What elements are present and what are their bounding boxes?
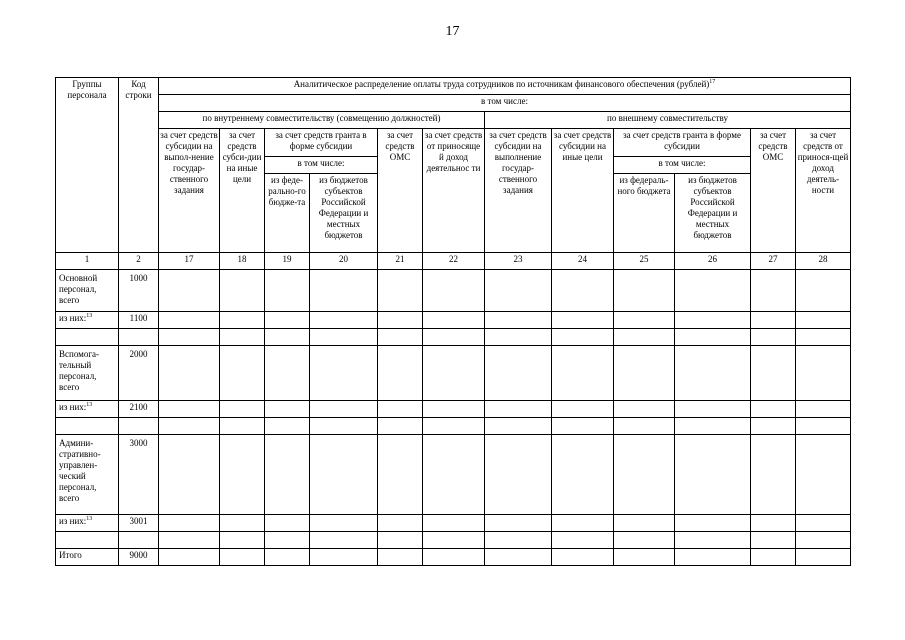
table-row	[56, 532, 851, 549]
column-number: 25	[614, 253, 675, 270]
row-label	[56, 401, 119, 418]
page-number: 17	[445, 24, 460, 39]
header-federal: из феде-рально-го бюдже-та	[265, 174, 310, 253]
header-subsidy-state-task: за счет средств субсидии на выпол-нение государ-ственного задания	[159, 129, 220, 253]
header-income: за счет средств от приносяще й доход деятельнос ти	[423, 129, 485, 253]
row-label	[56, 515, 119, 532]
row-label-text: из них:	[59, 313, 87, 323]
table-row	[56, 329, 851, 346]
header-regional: из бюджетов субъектов Российской Федерации и местных бюджетов	[310, 174, 378, 253]
table-row-total	[56, 549, 851, 566]
header-code: Код строки	[119, 78, 159, 253]
row-code: 3000	[119, 435, 159, 515]
table-row	[56, 515, 851, 532]
column-number: 26	[675, 253, 751, 270]
header-ext-income: за счет средств от принося-щей доход деятель-ности	[796, 129, 851, 253]
column-number: 28	[796, 253, 851, 270]
row-label: Итого	[56, 549, 119, 566]
row-label: Админи-стративно-управлен-ческий персонал, всего	[56, 435, 119, 515]
row-label: Вспомога-тельный персонал, всего	[56, 346, 119, 401]
row-footnote: 13	[86, 313, 93, 319]
row-code: 2100	[119, 401, 159, 418]
table-row	[56, 270, 851, 312]
column-number: 27	[751, 253, 796, 270]
row-label-text: из них:	[59, 402, 87, 412]
column-number: 2	[119, 253, 159, 270]
row-code: 1000	[119, 270, 159, 312]
table-row	[56, 346, 851, 401]
row-label	[56, 312, 119, 329]
header-ext-regional: из бюджетов субъектов Российской Федерации и местных бюджетов	[675, 174, 751, 253]
header-analytic-text: Аналитическое распределение оплаты труда сотрудников по источникам финансового обеспечения (рублей)	[293, 79, 710, 89]
header-ext-oms: за счет средств ОМС	[751, 129, 796, 253]
row-code: 9000	[119, 549, 159, 566]
column-number: 22	[423, 253, 485, 270]
row-code: 1100	[119, 312, 159, 329]
header-ext-including: в том числе:	[614, 157, 751, 174]
header-groups: Группы персонала	[56, 78, 119, 253]
column-number: 21	[378, 253, 423, 270]
column-number: 17	[159, 253, 220, 270]
row-footnote: 13	[86, 516, 93, 522]
table-row	[56, 401, 851, 418]
header-analytic-footnote: 17	[709, 79, 716, 85]
table-row	[56, 418, 851, 435]
header-ext-grant-subsidy: за счет средств гранта в форме субсидии	[614, 129, 751, 157]
header-internal: по внутреннему совместительству (совмещению должностей)	[159, 112, 485, 129]
header-ext-federal: из федераль-ного бюджета	[614, 174, 675, 253]
header-ext-subsidy-other: за счет средств субсидии на иные цели	[552, 129, 614, 253]
row-code: 3001	[119, 515, 159, 532]
table-row	[56, 312, 851, 329]
column-number: 24	[552, 253, 614, 270]
header-ext-subsidy-state-task: за счет средств субсидии на выполнение государ-ственного задания	[485, 129, 552, 253]
row-label-text: из них:	[59, 516, 87, 526]
column-numbers-row	[56, 253, 851, 270]
header-including-2: в том числе:	[265, 157, 378, 174]
column-number: 1	[56, 253, 119, 270]
row-footnote: 13	[86, 402, 93, 408]
column-number: 20	[310, 253, 378, 270]
column-number: 23	[485, 253, 552, 270]
column-number: 19	[265, 253, 310, 270]
row-label: Основной персонал, всего	[56, 270, 119, 312]
column-number: 18	[220, 253, 265, 270]
header-external: по внешнему совместительству	[485, 112, 851, 129]
header-grant-subsidy: за счет средств гранта в форме субсидии	[265, 129, 378, 157]
header-oms: за счет средств ОМС	[378, 129, 423, 253]
header-including: в том числе:	[159, 95, 851, 112]
header-analytic	[159, 78, 851, 95]
row-code: 2000	[119, 346, 159, 401]
table-row	[56, 435, 851, 515]
header-subsidy-other: за счет средств субси-дии на иные цели	[220, 129, 265, 253]
payroll-distribution-table	[55, 77, 851, 566]
